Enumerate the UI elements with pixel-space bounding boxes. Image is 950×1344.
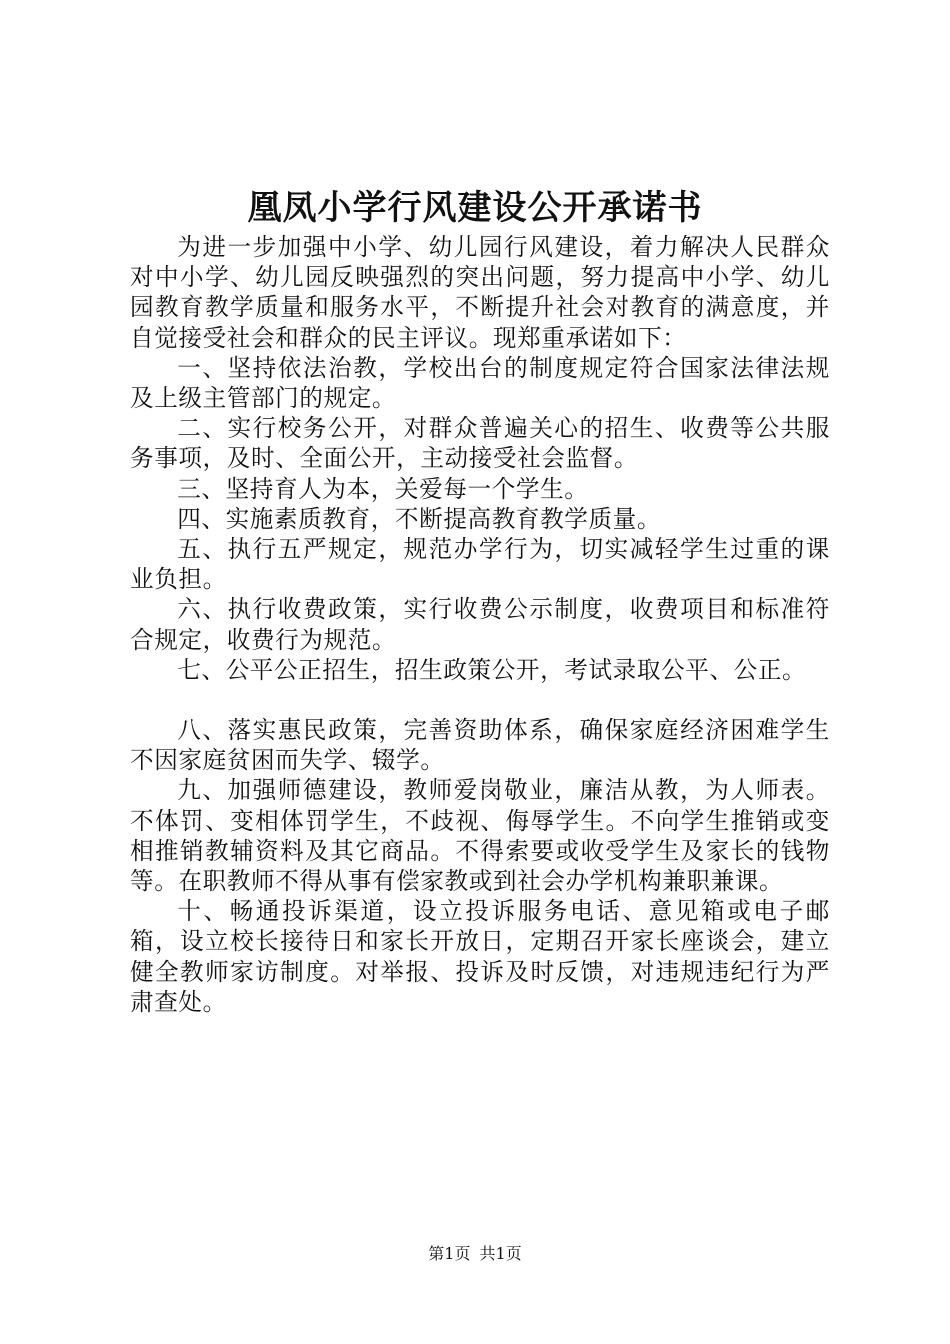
pledge-item-9: 九、加强师德建设，教师爱岗敬业，廉洁从教，为人师表。不体罚、变相体罚学生，不歧视、侮辱学生。不向学生推销或变相推销教辅资料及其它商品。不得索要或收受学生及家长的钱物等。在职教师不得从事有偿家教或到社会办学机构兼职兼课。 bbox=[130, 776, 830, 896]
pledge-item-8: 八、落实惠民政策，完善资助体系，确保家庭经济困难学生不因家庭贫困而失学、辍学。 bbox=[130, 716, 830, 775]
intro-paragraph: 为进一步加强中小学、幼儿园行风建设，着力解决人民群众对中小学、幼儿园反映强烈的突出问题，努力提高中小学、幼儿园教育教学质量和服务水平，不断提升社会对教育的满意度，并自觉接受社会和群众的民主评议。现郑重承诺如下： bbox=[130, 233, 830, 352]
document-body bbox=[130, 232, 830, 1017]
pledge-item-10: 十、畅通投诉渠道，设立投诉服务电话、意见箱或电子邮箱，设立校长接待日和家长开放日，定期召开家长座谈会，建立健全教师家访制度。对举报、投诉及时反馈，对违规违纪行为严肃查处。 bbox=[130, 897, 830, 1016]
pledge-item-6: 六、执行收费政策，实行收费公示制度，收费项目和标准符合规定，收费行为规范。 bbox=[130, 595, 830, 654]
pledge-item-3: 三、坚持育人为本，关爱每一个学生。 bbox=[177, 474, 589, 503]
pledge-item-1: 一、坚持依法治教，学校出台的制度规定符合国家法律法规及上级主管部门的规定。 bbox=[130, 353, 830, 413]
page-number: 第1页 bbox=[428, 1244, 471, 1263]
document-title: 凰凤小学行风建设公开承诺书 bbox=[247, 188, 703, 228]
pledge-item-7: 七、公平公正招生，招生政策公开，考试录取公平、公正。 bbox=[177, 655, 807, 684]
pledge-item-4: 四、实施素质教育，不断提高教育教学质量。 bbox=[177, 504, 662, 533]
pledge-item-5: 五、执行五严规定，规范办学行为，切实减轻学生过重的课业负担。 bbox=[130, 535, 830, 594]
page-footer bbox=[0, 1242, 950, 1266]
page-total: 共1页 bbox=[479, 1244, 522, 1263]
pledge-item-2: 二、实行校务公开，对群众普遍关心的招生、收费等公共服务事项，及时、全面公开，主动接受社会监督。 bbox=[130, 414, 830, 473]
